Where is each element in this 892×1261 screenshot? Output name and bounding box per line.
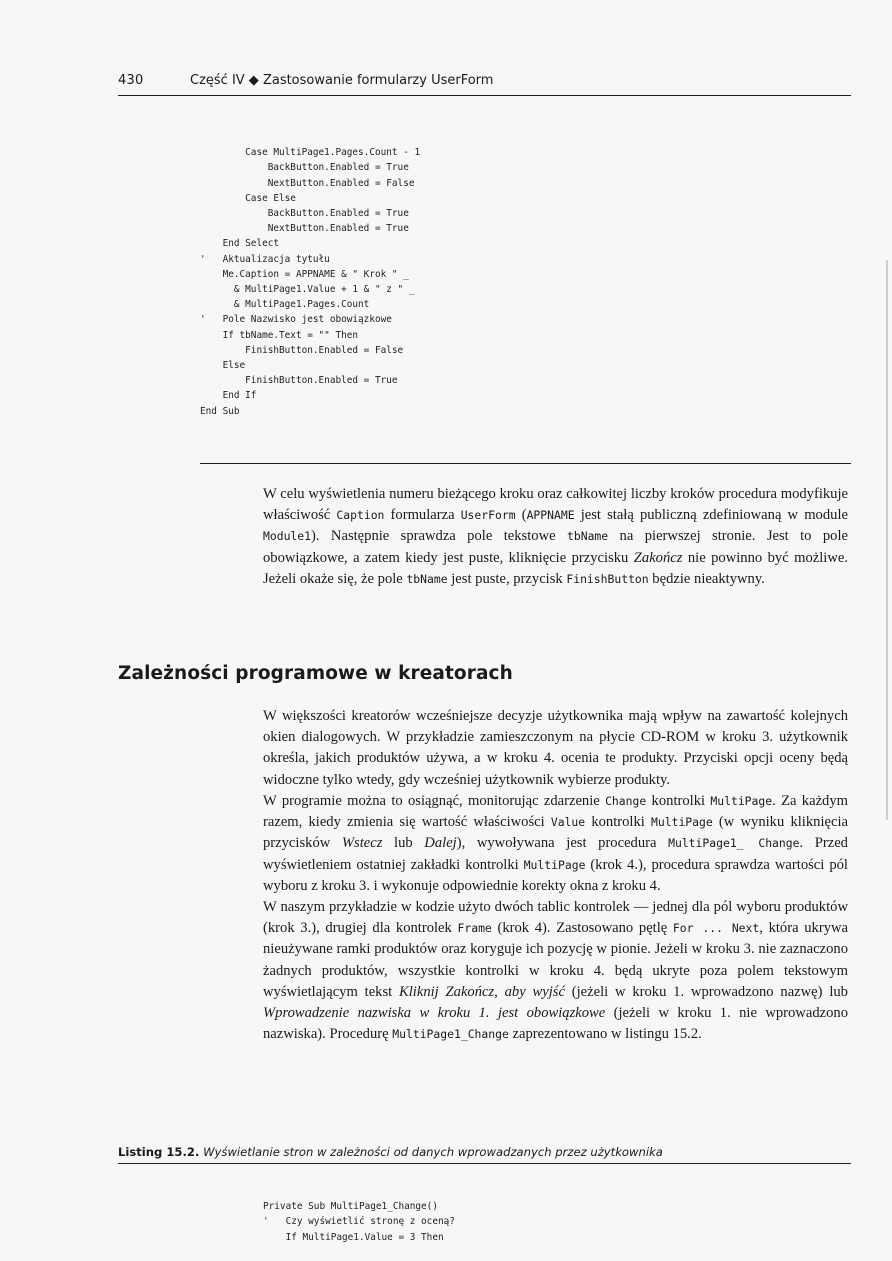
code-line: End If — [200, 390, 257, 402]
paragraph-intro: W większości kreatorów wcześniejsze decyzje użytkownika mają wpływ na zawartość kolejnych okien dialogowych. W przykładzie zamieszczonym na płycie CD-ROM w kroku 3. użytkownik określa, jakich produktów używa, a w kroku 4. ocenia te produkty. Przyciski opcji oceny będą widoczne tylko wtedy, gdy wcześniej użytkownik wybierze produkty. — [263, 708, 848, 788]
code-line: End Select — [200, 238, 280, 250]
code-block-bottom — [263, 1184, 455, 1260]
paragraph-multipage-change: W programie można to osiągnąć, monitorując zdarzenie Change kontrolki MultiPage. Za każdym razem, kiedy zmienia się wartość właściwości Value kontrolki MultiPage (w wyniku kliknięcia przycisków Wstecz lub Dalej), wywoływana jest procedura MultiPage1_ Change. Przed wyświetleniem ostatniej zakładki kontrolki MultiPage (krok 4.), procedura sprawdza wartości pól wyboru z kroku 3. i wykonuje odpowiednie korekty okna z kroku 4. — [263, 793, 848, 894]
code-line: ' Pole Nazwisko jest obowiązkowe — [200, 314, 392, 326]
listing-caption — [118, 1145, 851, 1159]
section-heading: Zależności programowe w kreatorach — [118, 663, 513, 684]
page-header — [118, 71, 851, 95]
code-end-rule — [200, 463, 851, 464]
header-rule — [118, 95, 851, 96]
listing-rule — [118, 1163, 851, 1164]
code-line: & MultiPage1.Pages.Count — [200, 299, 370, 311]
code-line: FinishButton.Enabled = False — [200, 344, 404, 356]
page-number: 430 — [118, 73, 144, 88]
running-title: Część IV ◆ Zastosowanie formularzy UserForm — [190, 73, 494, 88]
code-line: & MultiPage1.Value + 1 & " z " _ — [200, 284, 415, 296]
code-line: Private Sub MultiPage1_Change() — [263, 1201, 438, 1213]
code-line: ' Aktualizacja tytułu — [200, 253, 330, 265]
code-line: NextButton.Enabled = True — [200, 223, 409, 235]
code-line: Else — [200, 360, 246, 372]
code-line: Case Else — [200, 192, 296, 204]
listing-label: Listing 15.2. — [118, 1145, 200, 1159]
code-line: ' Czy wyświetlić stronę z oceną? — [263, 1216, 455, 1228]
page-edge-shadow — [886, 260, 888, 820]
code-block-top — [200, 130, 420, 434]
code-line: If tbName.Text = "" Then — [200, 329, 359, 341]
code-line: FinishButton.Enabled = True — [200, 375, 398, 387]
paragraph-control-arrays: W naszym przykładzie w kodzie użyto dwóch tablic kontrolek — jednej dla pól wyboru produktów (krok 3.), drugiej dla kontrolek Frame (krok 4). Zastosowano pętlę For ... Next, która ukrywa nieużywane ramki produktów oraz koryguje ich pozycję w pionie. Jeżeli w kroku 3. nie zaznaczono żadnych produktów, wszystkie kontrolki w kroku 4. będą ukryte poza polem tekstowym wyświetlającym tekst Kliknij Zakończ, aby wyjść (jeżeli w kroku 1. wprowadzono nazwę) lub Wprowadzenie nazwiska w kroku 1. jest obowiązkowe (jeżeli w kroku 1. nie wprowadzono nazwiska). Procedurę MultiPage1_Change zaprezentowano w listingu 15.2. — [263, 899, 849, 1043]
listing-title: Wyświetlanie stron w zależności od danych wprowadzanych przez użytkownika — [203, 1145, 663, 1159]
code-line: End Sub — [200, 405, 240, 417]
code-line: BackButton.Enabled = True — [200, 208, 409, 220]
paragraph-caption-explanation: W celu wyświetlenia numeru bieżącego kroku oraz całkowitej liczby kroków procedura modyfikuje właściwość Caption formularza UserForm (APPNAME jest stałą publiczną zdefiniowaną w module Module1). Następnie sprawdza pole tekstowe tbName na pierwszej stronie. Jest to pole obowiązkowe, a zatem kiedy jest puste, kliknięcie przycisku Zakończ nie powinno być możliwe. Jeżeli okaże się, że pole tbName jest puste, przycisk FinishButton będzie nieaktywny. — [263, 486, 848, 587]
code-line: NextButton.Enabled = False — [200, 177, 415, 189]
code-line: Case MultiPage1.Pages.Count - 1 — [200, 147, 421, 159]
code-line: BackButton.Enabled = True — [200, 162, 409, 174]
code-line: Me.Caption = APPNAME & " Krok " _ — [200, 268, 409, 280]
code-line: If MultiPage1.Value = 3 Then — [263, 1231, 444, 1243]
